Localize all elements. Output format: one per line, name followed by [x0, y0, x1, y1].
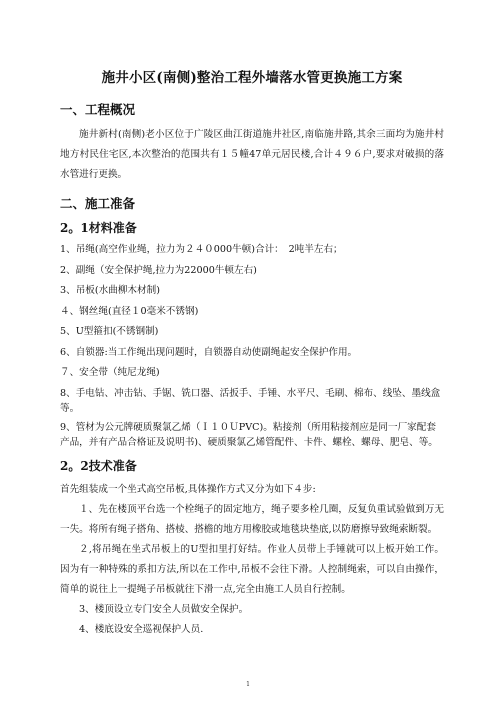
section-heading-preparation: 二、施工准备 [60, 196, 136, 211]
list-item: 1、吊绳(高空作业绳，拉力为２４０000牛顿)合计： 2吨半左右； [60, 244, 343, 255]
list-item: 3、吊板(水曲柳木材制) [60, 285, 160, 296]
list-item: 2、副绳（安全保护绳,拉力为22000牛顿左右) [60, 264, 257, 276]
materials-list [60, 242, 444, 450]
list-item: 5、U型箍扣(不锈钢制) [60, 326, 159, 337]
section-heading-overview: 一、工程概况 [60, 102, 136, 117]
list-item: 6、自锁器:当工作绳出现问题时，自锁器自动使副绳起安全保护作用。 [60, 346, 358, 358]
page-number: 1 [246, 681, 250, 688]
list-item: ４、钢丝绳(直径１0毫米不锈钢) [60, 305, 199, 317]
list-item: ７、安全带（纯尼龙绳) [60, 367, 160, 378]
list-item: 8、手电钻、冲击钻、手锯、铣口器、活扳手、手锤、水平尺、毛刷、棉布、线坠、墨线盒等。 [60, 387, 441, 414]
subsection-heading-materials: 2。1材料准备 [60, 221, 137, 235]
technical-paragraph: １、先在楼顶平台选一个栓绳子的固定地方，绳子要多栓几圈，反复负重试验做到万无一失。将所有绳子搭角、搭棱、搭檐的地方用橡胶或地毯块垫底,以防磨擦导致绳索断裂。 [60, 503, 444, 535]
subsection-heading-technical: 2。2技术准备 [60, 458, 137, 473]
overview-paragraph: 施井新村(南侧)老小区位于广陵区曲江街道施井社区,南临施井路,其余三面均为施井村地方村民住宅区,本次整治的范围共有１５幢47单元居民楼,合计４９６户,要求对破损的落水管进行更换。 [60, 129, 444, 180]
technical-paragraph: 3、楼顶设立专门安全人员做安全保护。 [79, 603, 249, 615]
technical-paragraph: ２,将吊绳在坐式吊板上的U型扣里打好结。作业人员带上手锤就可以上板开始工作。因为有一种特殊的系扣方法,所以在工作中,吊板不会往下滑。人控制绳索，可以自由操作，简单的说往上一提绳子吊板就往下滑一点,完全由施工人员自行控制。 [60, 543, 444, 595]
list-item: 9、管材为公元牌硬质聚氯乙烯（Ｉ１０ＵPVC)。粘接剂（所用粘接剂应是同一厂家配套产品，并有产品合格证及说明书)、硬质聚氯乙烯管配件、卡件、螺栓、螺母、肥皂、等。 [60, 421, 438, 448]
technical-paragraph: 首先组装成一个坐式高空吊板,具体操作方式又分为如下４步: [60, 483, 316, 495]
document-title: 施井小区(南侧)整治工程外墙落水管更换施工方案 [101, 70, 403, 86]
technical-paragraph: 4、楼底设安全巡视保护人员. [79, 623, 204, 635]
